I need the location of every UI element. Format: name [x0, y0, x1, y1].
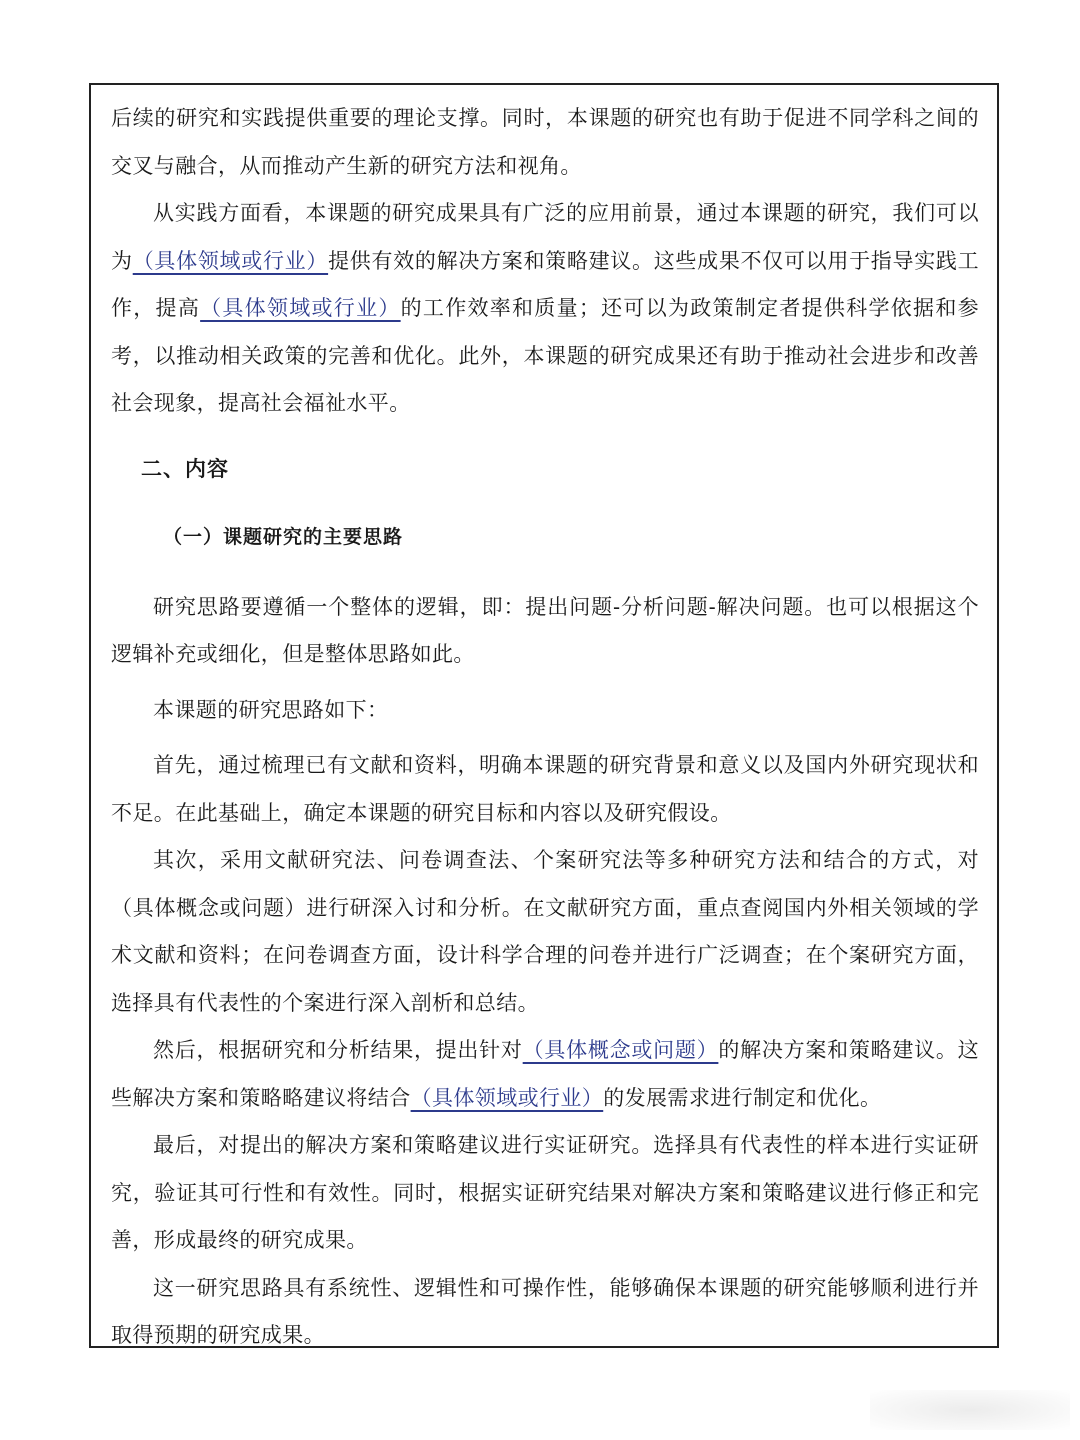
placeholder-field-industry: （具体领域或行业） [200, 296, 401, 320]
text-segment: 从实践方面看，本课题的研究成果具有广泛的应用前景，通过本课题的研究，我们可以为 [111, 201, 979, 273]
paragraph-logic: 研究思路要遵循一个整体的逻辑，即：提出问题-分析问题-解决问题。也可以根据这个逻辑补充或细化，但是整体思路如此。 [111, 594, 979, 666]
paragraph-finally: 最后，对提出的解决方案和策略建议进行实证研究。选择具有代表性的样本进行实证研究，验证其可行性和有效性。同时，根据实证研究结果对解决方案和策略建议进行修正和完善，形成最终的研究成果。 [111, 1133, 979, 1252]
text-segment: 的解决方案和策略建议。这些解决方案和策略略建议将结合 [111, 1038, 979, 1110]
document-frame [89, 83, 999, 1348]
scan-shadow [870, 1390, 1070, 1430]
subsection-heading-main-ideas: （一）课题研究的主要思路 [163, 525, 404, 548]
paragraph-theory-support: 后续的研究和实践提供重要的理论支撑。同时，本课题的研究也有助于促进不同学科之间的交叉与融合，从而推动产生新的研究方法和视角。 [111, 106, 979, 178]
paragraph-practice-aspect [111, 190, 979, 428]
text-segment: 的发展需求进行制定和优化。 [603, 1085, 882, 1110]
section-heading-content: 二、内容 [141, 456, 229, 481]
paragraph-summary: 这一研究思路具有系统性、逻辑性和可操作性，能够确保本课题的研究能够顺利进行并取得预期的研究成果。 [111, 1275, 979, 1347]
document-body [111, 95, 979, 1360]
paragraph-first: 首先，通过梳理已有文献和资料，明确本课题的研究背景和意义以及国内外研究现状和不足。在此基础上，确定本课题的研究目标和内容以及研究假设。 [111, 753, 979, 825]
text-segment: 然后，根据研究和分析结果，提出针对 [153, 1038, 523, 1062]
placeholder-concept-problem: （具体概念或问题） [522, 1038, 719, 1062]
placeholder-field-industry: （具体领域或行业） [410, 1085, 604, 1110]
text-segment: 的工作效率和质量；还可以为政策制定者提供科学依据和参考，以推动相关政策的完善和优化。此外，本课题的研究成果还有助于推动社会进步和改善社会现象，提高社会福祉水平。 [111, 296, 979, 415]
paragraph-second: 其次，采用文献研究法、问卷调查法、个案研究法等多种研究方法和结合的方式，对（具体概念或问题）进行研深入讨和分析。在文献研究方面，重点查阅国内外相关领域的学术文献和资料；在问卷调查方面，设计科学合理的问卷并进行广泛调查；在个案研究方面，选择具有代表性的个案进行深入剖析和总结。 [111, 848, 979, 1015]
paragraph-then [111, 1027, 979, 1122]
text-segment: 提供有效的解决方案和策略建议。这些成果不仅可以用于指导实践工作，提高 [111, 248, 980, 320]
paragraph-ideas-intro: 本课题的研究思路如下： [153, 697, 389, 722]
placeholder-field-industry: （具体领域或行业） [132, 248, 329, 273]
